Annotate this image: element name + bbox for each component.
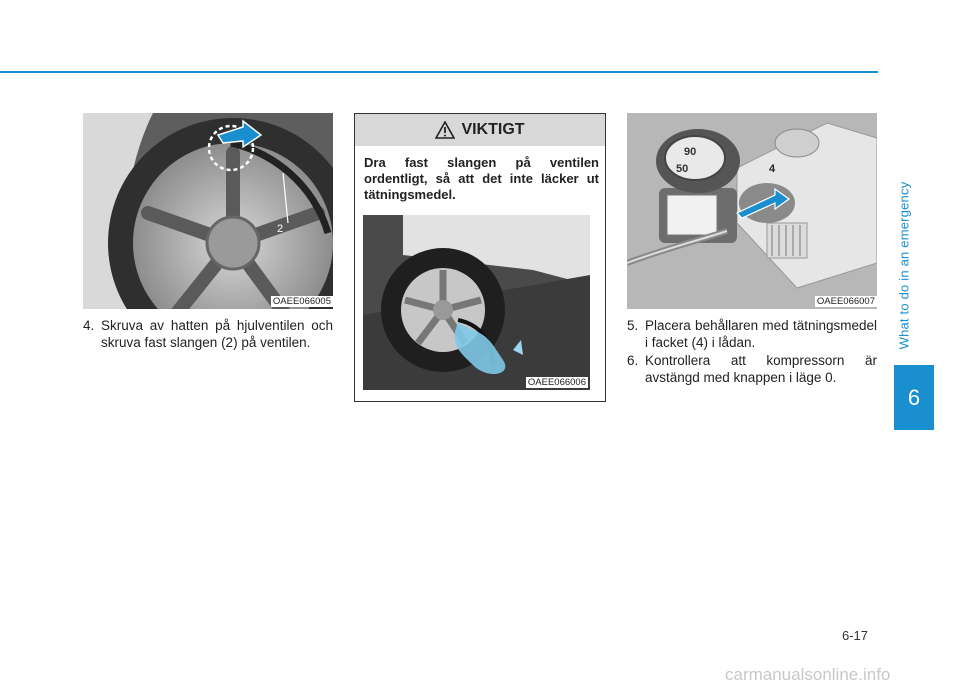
step-text: Kontrollera att kompressorn är avstängd med knappen i läge 0. [645,353,877,385]
tire-valve-figure [83,113,333,309]
figure-code: OAEE066006 [527,377,586,388]
chapter-tab [894,365,934,430]
step-number: 6. [627,353,639,368]
warning-text: Dra fast slangen på ventilen ordentligt, så att det inte läcker ut tätningsmedel. [364,155,599,202]
figure-code: OAEE066007 [816,296,875,307]
leak-figure [363,215,590,390]
figure-code: OAEE066005 [272,296,331,307]
chapter-number: 6 [907,384,921,410]
warning-title: VIKTIGT [461,121,525,138]
warning-triangle-icon [435,121,455,139]
callout-4: 4 [769,163,776,175]
warning-header [355,114,605,146]
footer-watermark[interactable]: carmanualsonline.info [725,665,891,684]
step-number: 4. [83,318,95,333]
gauge-label-top: 90 [684,146,697,158]
gauge-label-bottom: 50 [676,163,689,175]
step-4 [83,317,333,351]
section-title [884,170,924,360]
sealant-compressor-figure [627,113,877,309]
step-text: Placera behållaren med tätningsmedel i facket (4) i lådan. [645,318,877,350]
page-number: 6-17 [842,628,869,643]
step-5 [627,317,877,351]
callout-2: 2 [277,223,284,235]
section-title-text: What to do in an emergency [896,181,912,349]
header-rule [0,71,878,73]
step-number: 5. [627,318,639,333]
warning-box [354,113,606,402]
step-text: Skruva av hatten på hjulventilen och skruva fast slangen (2) på ventilen. [101,318,333,350]
step-6 [627,352,877,386]
